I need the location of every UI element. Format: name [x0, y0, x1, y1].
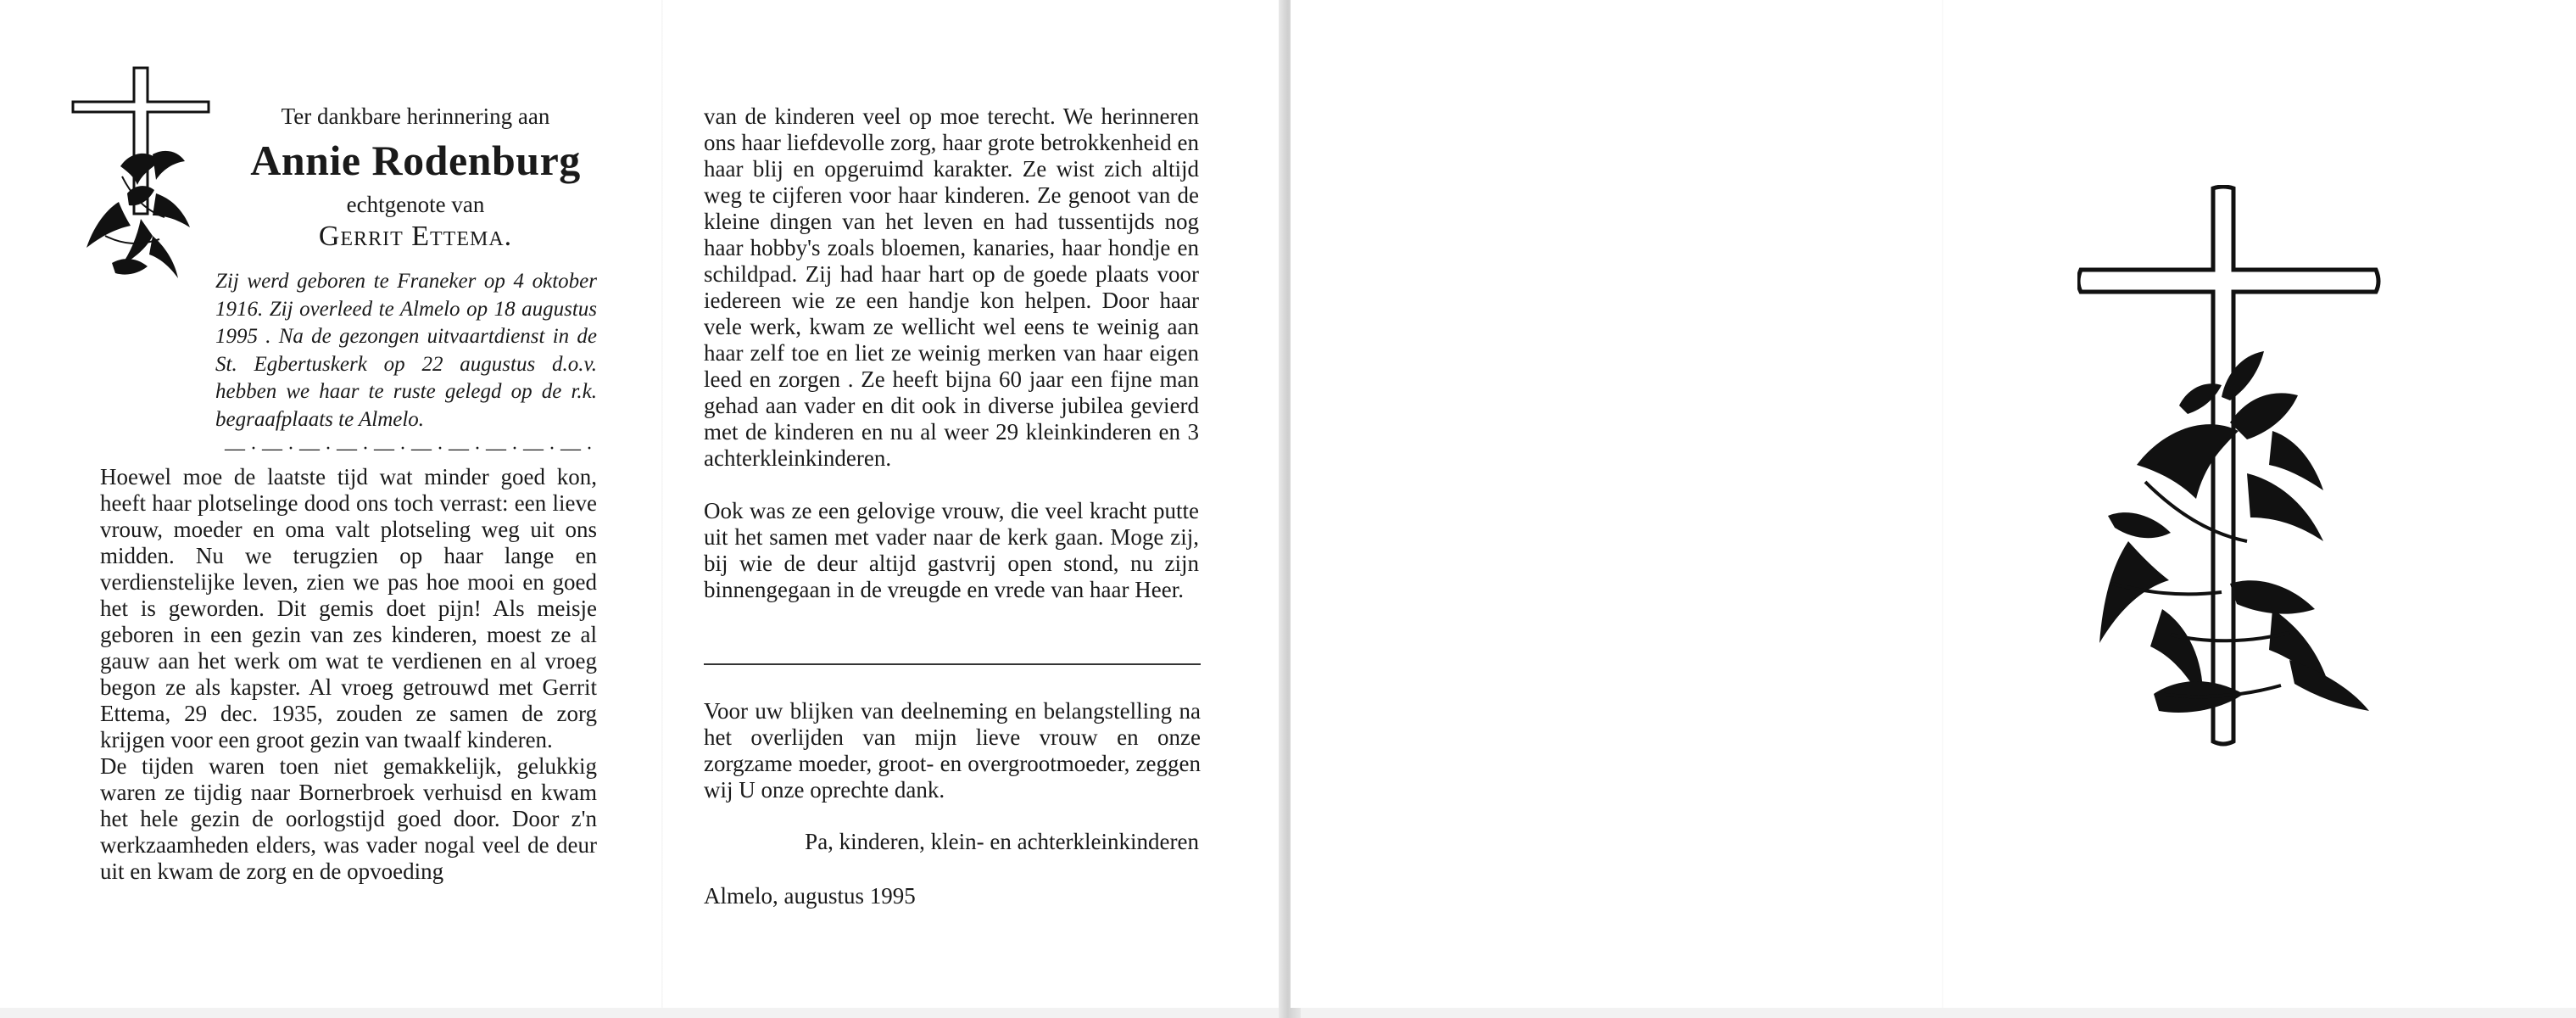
biography-text: Zij werd geboren te Franeker op 4 oktober 1916. Zij overleed te Almelo op 18 augustus 1995 . Na de gezongen uitvaartdienst in de St. Egbertuskerk op 22 augustus d.o.v. hebben we haar te ruste gelegd op de r.k. begraafplaats te Almelo. — [215, 270, 597, 431]
body-paragraph: Hoewel moe de laatste tijd wat minder goed kon, heeft haar plotselinge dood ons toch verrast: een lieve vrouw, moeder en oma valt plotseling weg uit ons midden. Nu we terugzien op haar lange en verdienstelijke leven, zien we pas hoe mooi en goed het is geworden. Dit gemis doet pijn! Als meisje geboren in een gezin van zes kinderen, moest ze al gauw aan het werk om wat te verdienen en al vroeg begon ze als kapster. Al vroeg getrouwd met Gerrit Ettema, 29 dec. 1935, zouden ze samen de zorg krijgen voor een groot gezin van twaalf kinderen. — [100, 464, 597, 752]
body-paragraph: Ook was ze een gelovige vrouw, die veel kracht putte uit het samen met vader naar de kerk gaan. Moge zij, bij wie de deur altijd gastvrij open stond, nu zijn binnengegaan in de vreugde en vrede van haar Heer. — [704, 498, 1199, 602]
deceased-name: Annie Rodenburg — [250, 137, 581, 184]
intro-line: Ter dankbare herinnering aan — [281, 103, 550, 129]
cross-with-lily-icon — [2077, 185, 2383, 750]
place-date: Almelo, augustus 1995 — [704, 883, 916, 909]
signature-line: Pa, kinderen, klein- en achterkleinkinderen — [805, 829, 1199, 854]
cross-with-lily-icon — [71, 66, 212, 304]
card-fold-line — [661, 0, 663, 1008]
body-paragraph: van de kinderen veel op moe terecht. We herinneren ons haar liefdevolle zorg, haar grote betrokkenheid en haar blij en opgeruimd karakter. Ze wist zich altijd weg te cijferen voor haar kinderen. Ze genoot van de kleine dingen van het leven en had tussentijds nog haar hobby's zoals bloemen, kanaries, haar hondje en schildpad. Zij had haar hart op de goede plaats voor iedereen wie ze een handje kon helpen. Door haar vele werk, kwam ze wellicht wel eens te weinig aan haar zelf toe en liet ze weinig merken van haar eigen leed en zorgen . Ze heeft bijna 60 jaar een fijne man gehad aan vader en dit ook in diverse jubilea gevierd met de kinderen en nu al weer 29 kleinkinderen en 3 achterkleinkinderen. — [704, 103, 1199, 471]
section-divider — [704, 663, 1201, 665]
thanks-text: Voor uw blijken van deelneming en belangstelling na het overlijden van mijn lieve vrouw en onze zorgzame moeder, groot- en overgrootmoeder, zeggen wij U onze oprechte dank. — [704, 698, 1201, 803]
body-column-left — [100, 464, 597, 885]
body-paragraph: De tijden waren toen niet gemakkelijk, gelukkig waren ze tijdig naar Bornerbroek verhuisd en kwam het hele gezin de oorlogstijd goed door. Door z'n werkzaamheden elders, was vader nogal veel de deur uit en kwam de zorg en de opvoeding — [100, 753, 597, 884]
memorial-card-outside — [1291, 0, 2576, 1008]
card-fold-line — [1942, 0, 1943, 1008]
spouse-name: Gerrit Ettema. — [318, 221, 513, 252]
spouse-label: echtgenote van — [346, 192, 485, 217]
dash-dot-divider: — · — · — · — · — · — · — · — · — · — · — [225, 438, 593, 460]
body-column-right — [704, 103, 1199, 603]
